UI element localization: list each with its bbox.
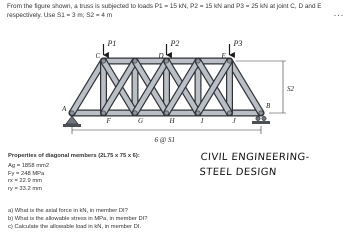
joint-label-C: C [95,52,101,60]
joint-label-D: D [158,52,164,60]
problem-statement: From the figure shown, a truss is subjected to loads P1 = 15 kN, P2 = 15 kN and P3 = 25 kN at joint C, D and E respectively. Use S1 = 3 m; S2 = 4 m [7,3,322,19]
bottom-joint-4 [196,111,200,115]
load-arrows [104,44,230,55]
load-label-2: P2 [170,39,180,48]
roller-support-base [252,121,270,124]
question-b: b) What is the allowable stress in MPa, in member DI? [8,215,148,222]
top-joint-2 [164,59,168,63]
load-label-1: P1 [107,39,117,48]
question-c: c) Calculate the allowable load in kN, in member DI. [8,223,142,230]
bottom-joint-0 [70,111,74,115]
span-dimension-label: 6 @ S1 [154,136,175,144]
diagonal-member-properties [8,153,178,194]
handwritten-line-1: CIVIL ENGINEERING- [200,152,310,163]
top-joint-0 [101,59,105,63]
bottom-joint-5 [227,111,231,115]
joint-label-G: G [138,117,144,125]
truss-members [72,61,261,113]
member-BE-fill [230,61,262,113]
member-BE [230,61,262,113]
handwritten-line-2: STEEL DESIGN [199,167,278,178]
property-yield-strength: Fy = 248 MPa [8,170,45,177]
question-a: a) What is the axial force in kN, in member DI? [8,208,128,214]
member-AC-fill [72,61,104,113]
member-AC [72,61,104,113]
joint-label-B: B [266,102,271,110]
joint-label-I: I [201,117,204,125]
top-joint-4 [227,59,231,63]
more-options-icon[interactable]: ··· [333,10,344,20]
property-radius-x: rx = 22.9 mm [8,178,42,185]
load-label-3: P3 [233,39,243,48]
roller-left [256,116,260,120]
joint-label-F: F [106,117,111,125]
joint-label-E: E [221,52,226,60]
joint-label-H: H [169,117,175,125]
property-gross-area: Ag = 1858 mm2 [8,162,50,169]
joint-label-J: J [232,117,236,125]
top-joint-3 [196,59,200,63]
property-radius-y: ry = 33.2 mm [8,186,42,193]
properties-title: Properties of diagonal members (2L75 x 75 x 6): [8,153,140,159]
height-dimension-label: S2 [287,85,294,93]
truss-supports [63,116,270,127]
pin-support [66,116,78,124]
joint-label-A: A [62,105,67,113]
question-list [8,208,248,231]
top-joint-1 [133,59,137,63]
handwritten-note [199,150,310,180]
roller-right [262,116,266,120]
bottom-joint-6 [259,111,263,115]
bottom-joint-3 [164,111,168,115]
bottom-joint-2 [133,111,137,115]
bottom-joint-1 [101,111,105,115]
